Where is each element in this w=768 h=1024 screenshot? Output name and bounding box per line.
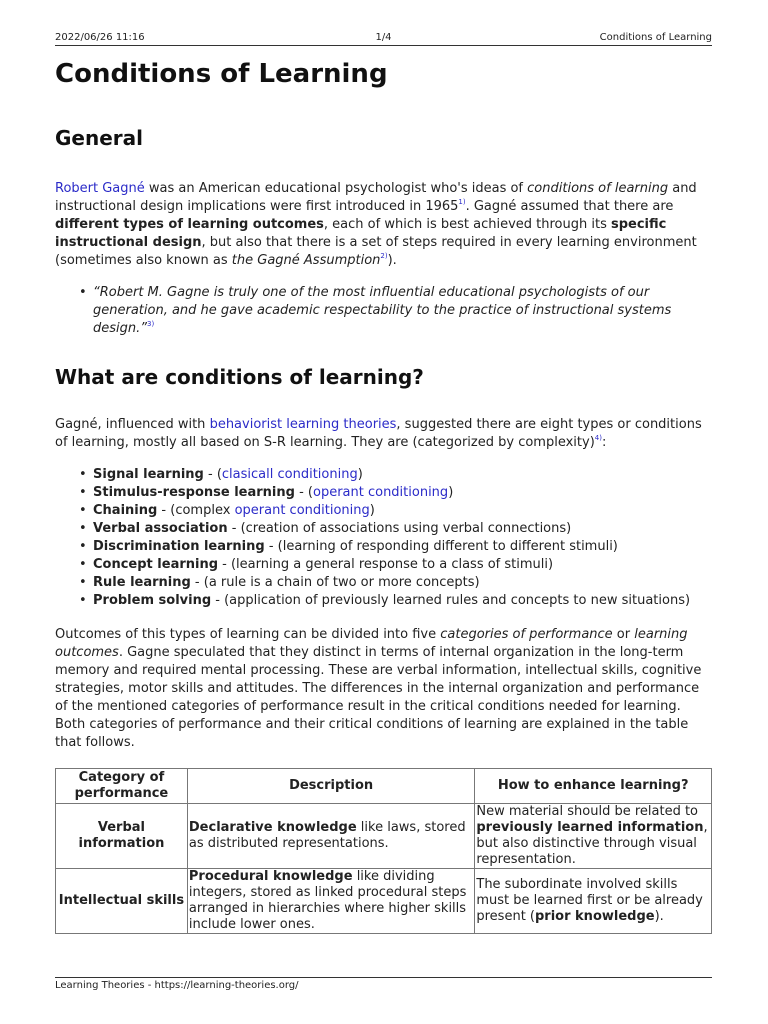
page-title: Conditions of Learning (55, 59, 388, 89)
footnote-ref-3[interactable]: 3) (147, 320, 155, 328)
enhance-cell: New material should be related to previously learned information, but also distinctive through visual representation. (475, 804, 712, 869)
description-cell: Declarative knowledge like laws, stored as distributed representations. (187, 804, 474, 869)
table-header-row (56, 769, 712, 804)
bullet-icon: • (79, 467, 87, 482)
list-item: • Problem solving - (application of previously learned rules and concepts to new situations) (79, 593, 691, 608)
list-item: • Signal learning - (clasicall conditioning) (79, 467, 363, 482)
link-operant-conditioning[interactable]: operant conditioning (312, 485, 449, 500)
header-page-number: 1/4 (375, 32, 392, 43)
category-cell: Intellectual skills (56, 869, 188, 934)
table-row (56, 804, 712, 869)
learning-types-list (55, 466, 712, 610)
description-cell: Procedural knowledge like dividing integers, stored as linked procedural steps arranged in hierarchies where higher skills include lower ones. (187, 869, 474, 934)
list-item: • Concept learning - (learning a general response to a class of stimuli) (79, 557, 554, 572)
bullet-icon: • (79, 285, 87, 300)
category-cell: Verbal information (56, 804, 188, 869)
header-title: Conditions of Learning (599, 32, 712, 43)
list-item: • Chaining - (complex operant conditioning) (79, 503, 375, 518)
page-header (55, 31, 712, 46)
bullet-icon: • (79, 503, 87, 518)
bullet-icon: • (79, 575, 87, 590)
header-timestamp: 2022/06/26 11:16 (55, 32, 145, 43)
column-header: How to enhance learning? (475, 769, 712, 804)
intro-paragraph: Gagné, influenced with behaviorist learning theories, suggested there are eight types or conditions of learning, mostly all based on S-R learning. They are (categorized by complexity)$^{4)}$: (55, 417, 702, 450)
bullet-icon: • (79, 485, 87, 500)
link-operant-conditioning[interactable]: operant conditioning (234, 503, 370, 518)
list-item: • Verbal association - (creation of associations using verbal connections) (79, 521, 572, 536)
bullet-icon: • (79, 539, 87, 554)
footnote-ref-4[interactable]: 4) (594, 434, 602, 442)
table-row (56, 869, 712, 934)
bullet-icon: • (79, 593, 87, 608)
footnote-ref-2[interactable]: 2) (380, 252, 388, 260)
page-content (55, 56, 712, 934)
list-item: • Stimulus-response learning - (operant conditioning) (79, 485, 454, 500)
performance-table (55, 768, 712, 934)
link-classical-conditioning[interactable]: clasicall conditioning (221, 467, 358, 482)
bullet-icon: • (79, 557, 87, 572)
quote-text: “Robert M. Gagne is truly one of the most influential educational psychologists of our generation, and he gave academic respectability to the practice of instructional systems design.” (93, 285, 672, 336)
quote-item (55, 284, 712, 338)
enhance-cell: The subordinate involved skills must be learned first or be already present (prior knowledge). (475, 869, 712, 934)
section-heading-general: General (55, 126, 143, 150)
link-robert-gagne[interactable]: Robert Gagné (55, 181, 145, 196)
outcomes-paragraph: Outcomes of this types of learning can be divided into five categories of performance or learning outcomes. Gagne speculated that they distinct in terms of internal organization in the long-term memory and required mental processing. These are verbal information, intellectual skills, cognitive strategies, motor skills and attitudes. The differences in the internal organization and performance of the mentioned categories of performance result in the critical conditions needed for learning. Both categories of performance and their critical conditions of learning are explained in the table that follows. (55, 627, 702, 750)
general-paragraph: Robert Gagné was an American educational psychologist who's ideas of conditions of learning and instructional design implications were first introduced in 1965$^{1)}$. Gagné assumed that there are different types of learning outcomes, each of which is best achieved through its specific instructional design, but also that there is a set of steps required in every learning environment (sometimes also known as the Gagné Assumption$^{2)}$). (55, 181, 697, 268)
link-behaviorist-theories[interactable]: behaviorist learning theories (209, 417, 397, 432)
footnote-ref-1[interactable]: 1) (458, 198, 466, 206)
column-header: Category of performance (56, 769, 188, 804)
section-heading-what: What are conditions of learning? (55, 365, 424, 389)
page-footer: Learning Theories - https://learning-theories.org/ (55, 977, 712, 993)
bullet-icon: • (79, 521, 87, 536)
list-item: • Discrimination learning - (learning of responding different to different stimuli) (79, 539, 618, 554)
list-item: • Rule learning - (a rule is a chain of two or more concepts) (79, 575, 480, 590)
column-header: Description (187, 769, 474, 804)
